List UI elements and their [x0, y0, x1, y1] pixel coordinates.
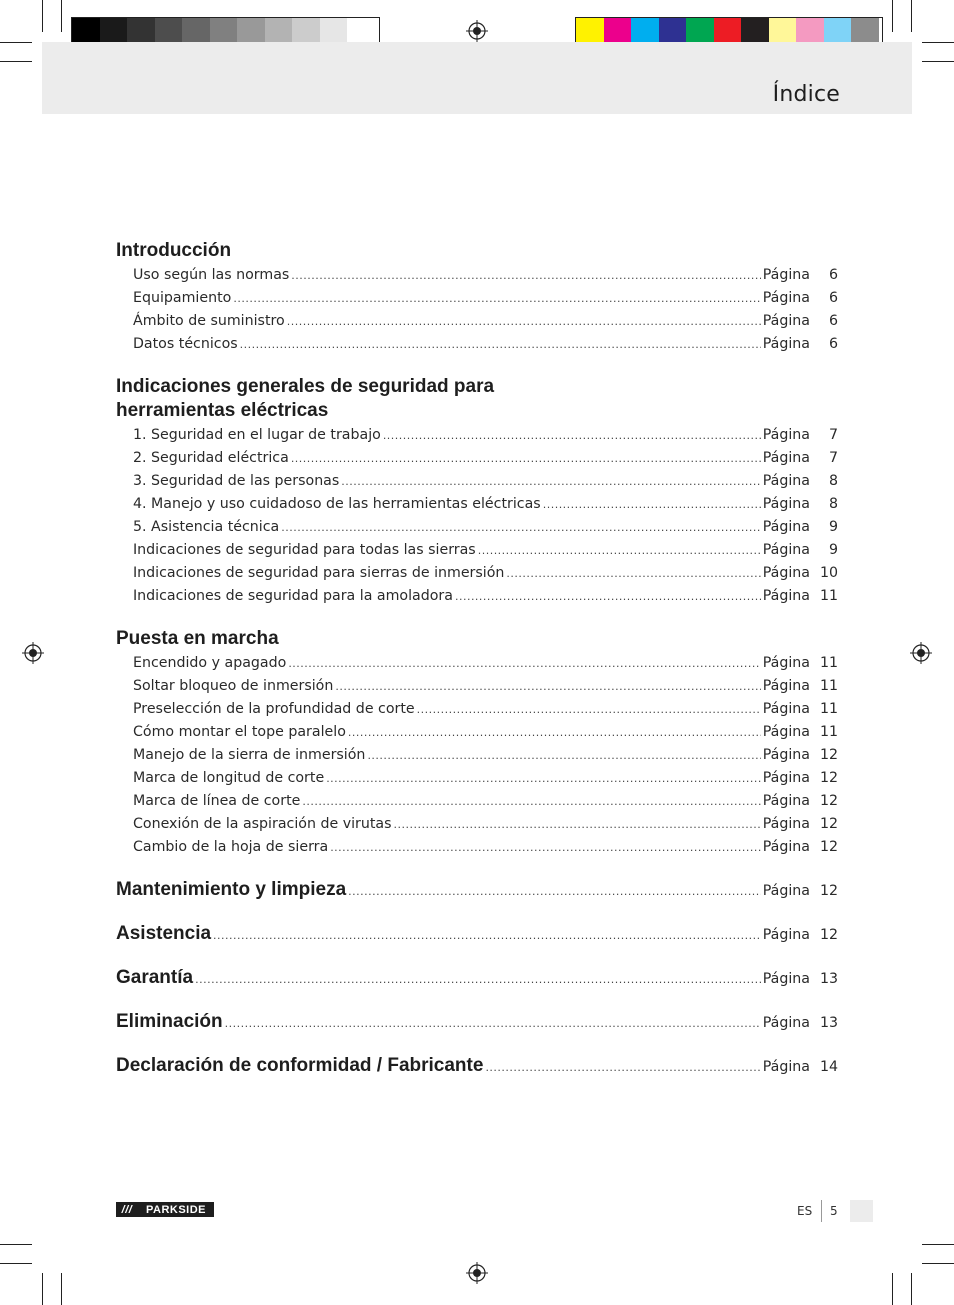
leader-dots	[291, 265, 760, 287]
major-entry-label: Asistencia	[116, 923, 212, 944]
crop-mark	[892, 1273, 893, 1305]
toc-entry[interactable]	[116, 675, 838, 698]
toc-major-entry[interactable]	[116, 967, 838, 991]
leader-dots	[478, 540, 761, 562]
registration-mark-icon	[466, 20, 488, 42]
page-word: Página	[762, 724, 810, 740]
page-word: Página	[762, 655, 810, 671]
section-title: Puesta en marcha	[116, 628, 279, 649]
leader-dots	[213, 925, 761, 947]
color-swatch	[769, 18, 797, 44]
entry-label: Cambio de la hoja de sierra	[133, 839, 329, 855]
page-word: Página	[762, 336, 810, 352]
page-word: Página	[762, 883, 810, 899]
page-word: Página	[762, 588, 810, 604]
leader-dots	[291, 448, 761, 470]
leader-dots	[281, 517, 761, 539]
entry-label: Ámbito de suministro	[133, 313, 285, 329]
toc-major-entry[interactable]	[116, 879, 838, 903]
leader-dots	[394, 814, 761, 836]
entry-label: Encendido y apagado	[133, 655, 287, 671]
page-word: Página	[762, 971, 810, 987]
page-word: Página	[762, 542, 810, 558]
leader-dots	[367, 745, 760, 767]
page-number: 10	[819, 565, 838, 581]
toc-entry[interactable]	[116, 516, 838, 539]
toc-entry[interactable]	[116, 493, 838, 516]
leader-dots	[543, 494, 761, 516]
major-entry-label: Mantenimiento y limpieza	[116, 879, 347, 900]
entry-label: Equipamiento	[133, 290, 232, 306]
color-calibration-bar	[575, 17, 883, 45]
brand-logo	[116, 1202, 214, 1217]
page-word: Página	[762, 290, 810, 306]
toc-entry[interactable]	[116, 698, 838, 721]
color-swatch	[714, 18, 742, 44]
leader-dots	[335, 676, 760, 698]
brand-name: PARKSIDE	[145, 1203, 207, 1216]
entry-label: Soltar bloqueo de inmersión	[133, 678, 334, 694]
page-number: 8	[828, 473, 838, 489]
page-word: Página	[762, 427, 810, 443]
toc-entry[interactable]	[116, 744, 838, 767]
page-number: 12	[819, 747, 838, 763]
toc-entry[interactable]	[116, 310, 838, 333]
leader-dots	[348, 881, 761, 903]
entry-label: Datos técnicos	[133, 336, 238, 352]
entry-label: 2. Seguridad eléctrica	[133, 450, 289, 466]
color-swatch	[292, 18, 320, 44]
page-word: Página	[762, 519, 810, 535]
page-number: 11	[819, 588, 838, 604]
entry-label: Preselección de la profundidad de corte	[133, 701, 415, 717]
footer-tab	[850, 1200, 873, 1222]
page-word: Página	[762, 313, 810, 329]
leader-dots	[383, 425, 761, 447]
section-title-line: Indicaciones generales de seguridad para	[116, 376, 495, 397]
crop-mark	[922, 1263, 954, 1264]
entry-label: Marca de longitud de corte	[133, 770, 325, 786]
page-number: 6	[828, 313, 838, 329]
page-number: 12	[819, 816, 838, 832]
toc-major-entry[interactable]	[116, 923, 838, 947]
toc-section	[116, 240, 838, 356]
color-swatch	[796, 18, 824, 44]
crop-mark	[0, 42, 32, 43]
color-swatch	[182, 18, 210, 44]
page-word: Página	[762, 839, 810, 855]
page-word: Página	[762, 496, 810, 512]
entry-label: 3. Seguridad de las personas	[133, 473, 340, 489]
toc-entry[interactable]	[116, 721, 838, 744]
leader-dots	[233, 288, 760, 310]
page-number: 11	[819, 724, 838, 740]
major-entry-label: Garantía	[116, 967, 194, 988]
footer-divider	[821, 1200, 822, 1222]
entry-label: Conexión de la aspiración de virutas	[133, 816, 392, 832]
crop-mark	[42, 0, 43, 32]
leader-dots	[341, 471, 760, 493]
page-number: 13	[819, 971, 838, 987]
page-title: Índice	[772, 82, 840, 107]
page-word: Página	[762, 473, 810, 489]
crop-mark	[0, 61, 32, 62]
page-number-footer: 5	[830, 1204, 838, 1218]
entry-label: Indicaciones de seguridad para todas las sierras	[133, 542, 476, 558]
entry-label: Marca de línea de corte	[133, 793, 301, 809]
color-swatch	[210, 18, 238, 44]
toc-entry[interactable]	[116, 539, 838, 562]
leader-dots	[287, 311, 761, 333]
page-number: 9	[828, 542, 838, 558]
page-word: Página	[762, 450, 810, 466]
leader-dots	[302, 791, 760, 813]
page-word: Página	[762, 747, 810, 763]
color-swatch	[127, 18, 155, 44]
color-swatch	[320, 18, 348, 44]
page-number: 6	[828, 267, 838, 283]
page-number: 11	[819, 678, 838, 694]
page-number: 12	[819, 793, 838, 809]
toc-entry[interactable]	[116, 813, 838, 836]
leader-dots	[485, 1057, 760, 1079]
page-number: 6	[828, 290, 838, 306]
color-swatch	[576, 18, 604, 44]
entry-label: 1. Seguridad en el lugar de trabajo	[133, 427, 381, 443]
toc-entry[interactable]	[116, 836, 838, 859]
page-word: Página	[762, 267, 810, 283]
toc-entry[interactable]	[116, 333, 838, 356]
toc-entry[interactable]	[116, 264, 838, 287]
page-word: Página	[762, 565, 810, 581]
page-number: 9	[828, 519, 838, 535]
entry-label: Cómo montar el tope paralelo	[133, 724, 346, 740]
toc-major-entry[interactable]	[116, 1055, 838, 1079]
toc-section	[116, 376, 838, 608]
color-swatch	[686, 18, 714, 44]
page-number: 12	[819, 839, 838, 855]
color-swatch	[237, 18, 265, 44]
toc-entry[interactable]	[116, 287, 838, 310]
gray-calibration-bar	[71, 17, 380, 45]
page-number: 12	[819, 927, 838, 943]
color-swatch	[265, 18, 293, 44]
entry-label: Manejo de la sierra de inmersión	[133, 747, 366, 763]
toc-entry[interactable]	[116, 767, 838, 790]
crop-mark	[911, 1273, 912, 1305]
leader-dots	[195, 969, 761, 991]
page-word: Página	[762, 678, 810, 694]
crop-mark	[42, 1273, 43, 1305]
toc-entry[interactable]	[116, 585, 838, 608]
toc-major-entry[interactable]	[116, 1011, 838, 1035]
leader-dots	[330, 837, 761, 859]
page-number: 7	[828, 450, 838, 466]
toc-entry[interactable]	[116, 447, 838, 470]
entry-label: Indicaciones de seguridad para la amoladora	[133, 588, 453, 604]
leader-dots	[506, 563, 760, 585]
page-word: Página	[762, 793, 810, 809]
leader-dots	[348, 722, 761, 744]
crop-mark	[61, 1273, 62, 1305]
page-word: Página	[762, 816, 810, 832]
toc-entry[interactable]	[116, 424, 838, 447]
leader-dots	[288, 653, 760, 675]
color-swatch	[659, 18, 687, 44]
color-swatch	[347, 18, 375, 44]
page-number: 12	[819, 883, 838, 899]
registration-mark-icon	[22, 642, 44, 664]
crop-mark	[0, 1263, 32, 1264]
entry-label: 5. Asistencia técnica	[133, 519, 280, 535]
leader-dots	[240, 334, 761, 356]
major-entry-label: Eliminación	[116, 1011, 223, 1032]
toc-entry[interactable]	[116, 562, 838, 585]
major-entry-label: Declaración de conformidad / Fabricante	[116, 1055, 484, 1076]
page-number: 12	[819, 770, 838, 786]
entry-label: Indicaciones de seguridad para sierras de inmersión	[133, 565, 505, 581]
color-swatch	[741, 18, 769, 44]
page-number: 14	[819, 1059, 838, 1075]
page-word: Página	[762, 770, 810, 786]
leader-dots	[455, 586, 761, 608]
registration-mark-icon	[466, 1262, 488, 1284]
color-swatch	[631, 18, 659, 44]
color-swatch	[824, 18, 852, 44]
entry-label: 4. Manejo y uso cuidadoso de las herramientas eléctricas	[133, 496, 541, 512]
toc-entry[interactable]	[116, 652, 838, 675]
table-of-contents	[116, 240, 838, 1079]
color-swatch	[72, 18, 100, 44]
crop-mark	[0, 1244, 32, 1245]
leader-dots	[225, 1013, 761, 1035]
color-swatch	[604, 18, 632, 44]
toc-section	[116, 628, 838, 859]
page-word: Página	[762, 1015, 810, 1031]
leader-dots	[417, 699, 761, 721]
color-swatch	[851, 18, 879, 44]
crop-mark	[922, 42, 954, 43]
page-number: 11	[819, 655, 838, 671]
toc-entry[interactable]	[116, 470, 838, 493]
page-number: 8	[828, 496, 838, 512]
crop-mark	[922, 1244, 954, 1245]
crop-mark	[892, 0, 893, 32]
brand-stripes-icon: ///	[121, 1203, 133, 1216]
section-title: Introducción	[116, 240, 232, 261]
page-number: 6	[828, 336, 838, 352]
page-word: Página	[762, 927, 810, 943]
page-word: Página	[762, 701, 810, 717]
language-code: ES	[797, 1204, 813, 1218]
crop-mark	[911, 0, 912, 32]
entry-label: Uso según las normas	[133, 267, 290, 283]
page-number: 11	[819, 701, 838, 717]
page-number: 13	[819, 1015, 838, 1031]
color-swatch	[155, 18, 183, 44]
leader-dots	[326, 768, 761, 790]
page-word: Página	[762, 1059, 810, 1075]
page-number: 7	[828, 427, 838, 443]
toc-entry[interactable]	[116, 790, 838, 813]
crop-mark	[922, 61, 954, 62]
color-swatch	[100, 18, 128, 44]
registration-mark-icon	[910, 642, 932, 664]
crop-mark	[61, 0, 62, 32]
section-title-line: herramientas eléctricas	[116, 400, 329, 421]
